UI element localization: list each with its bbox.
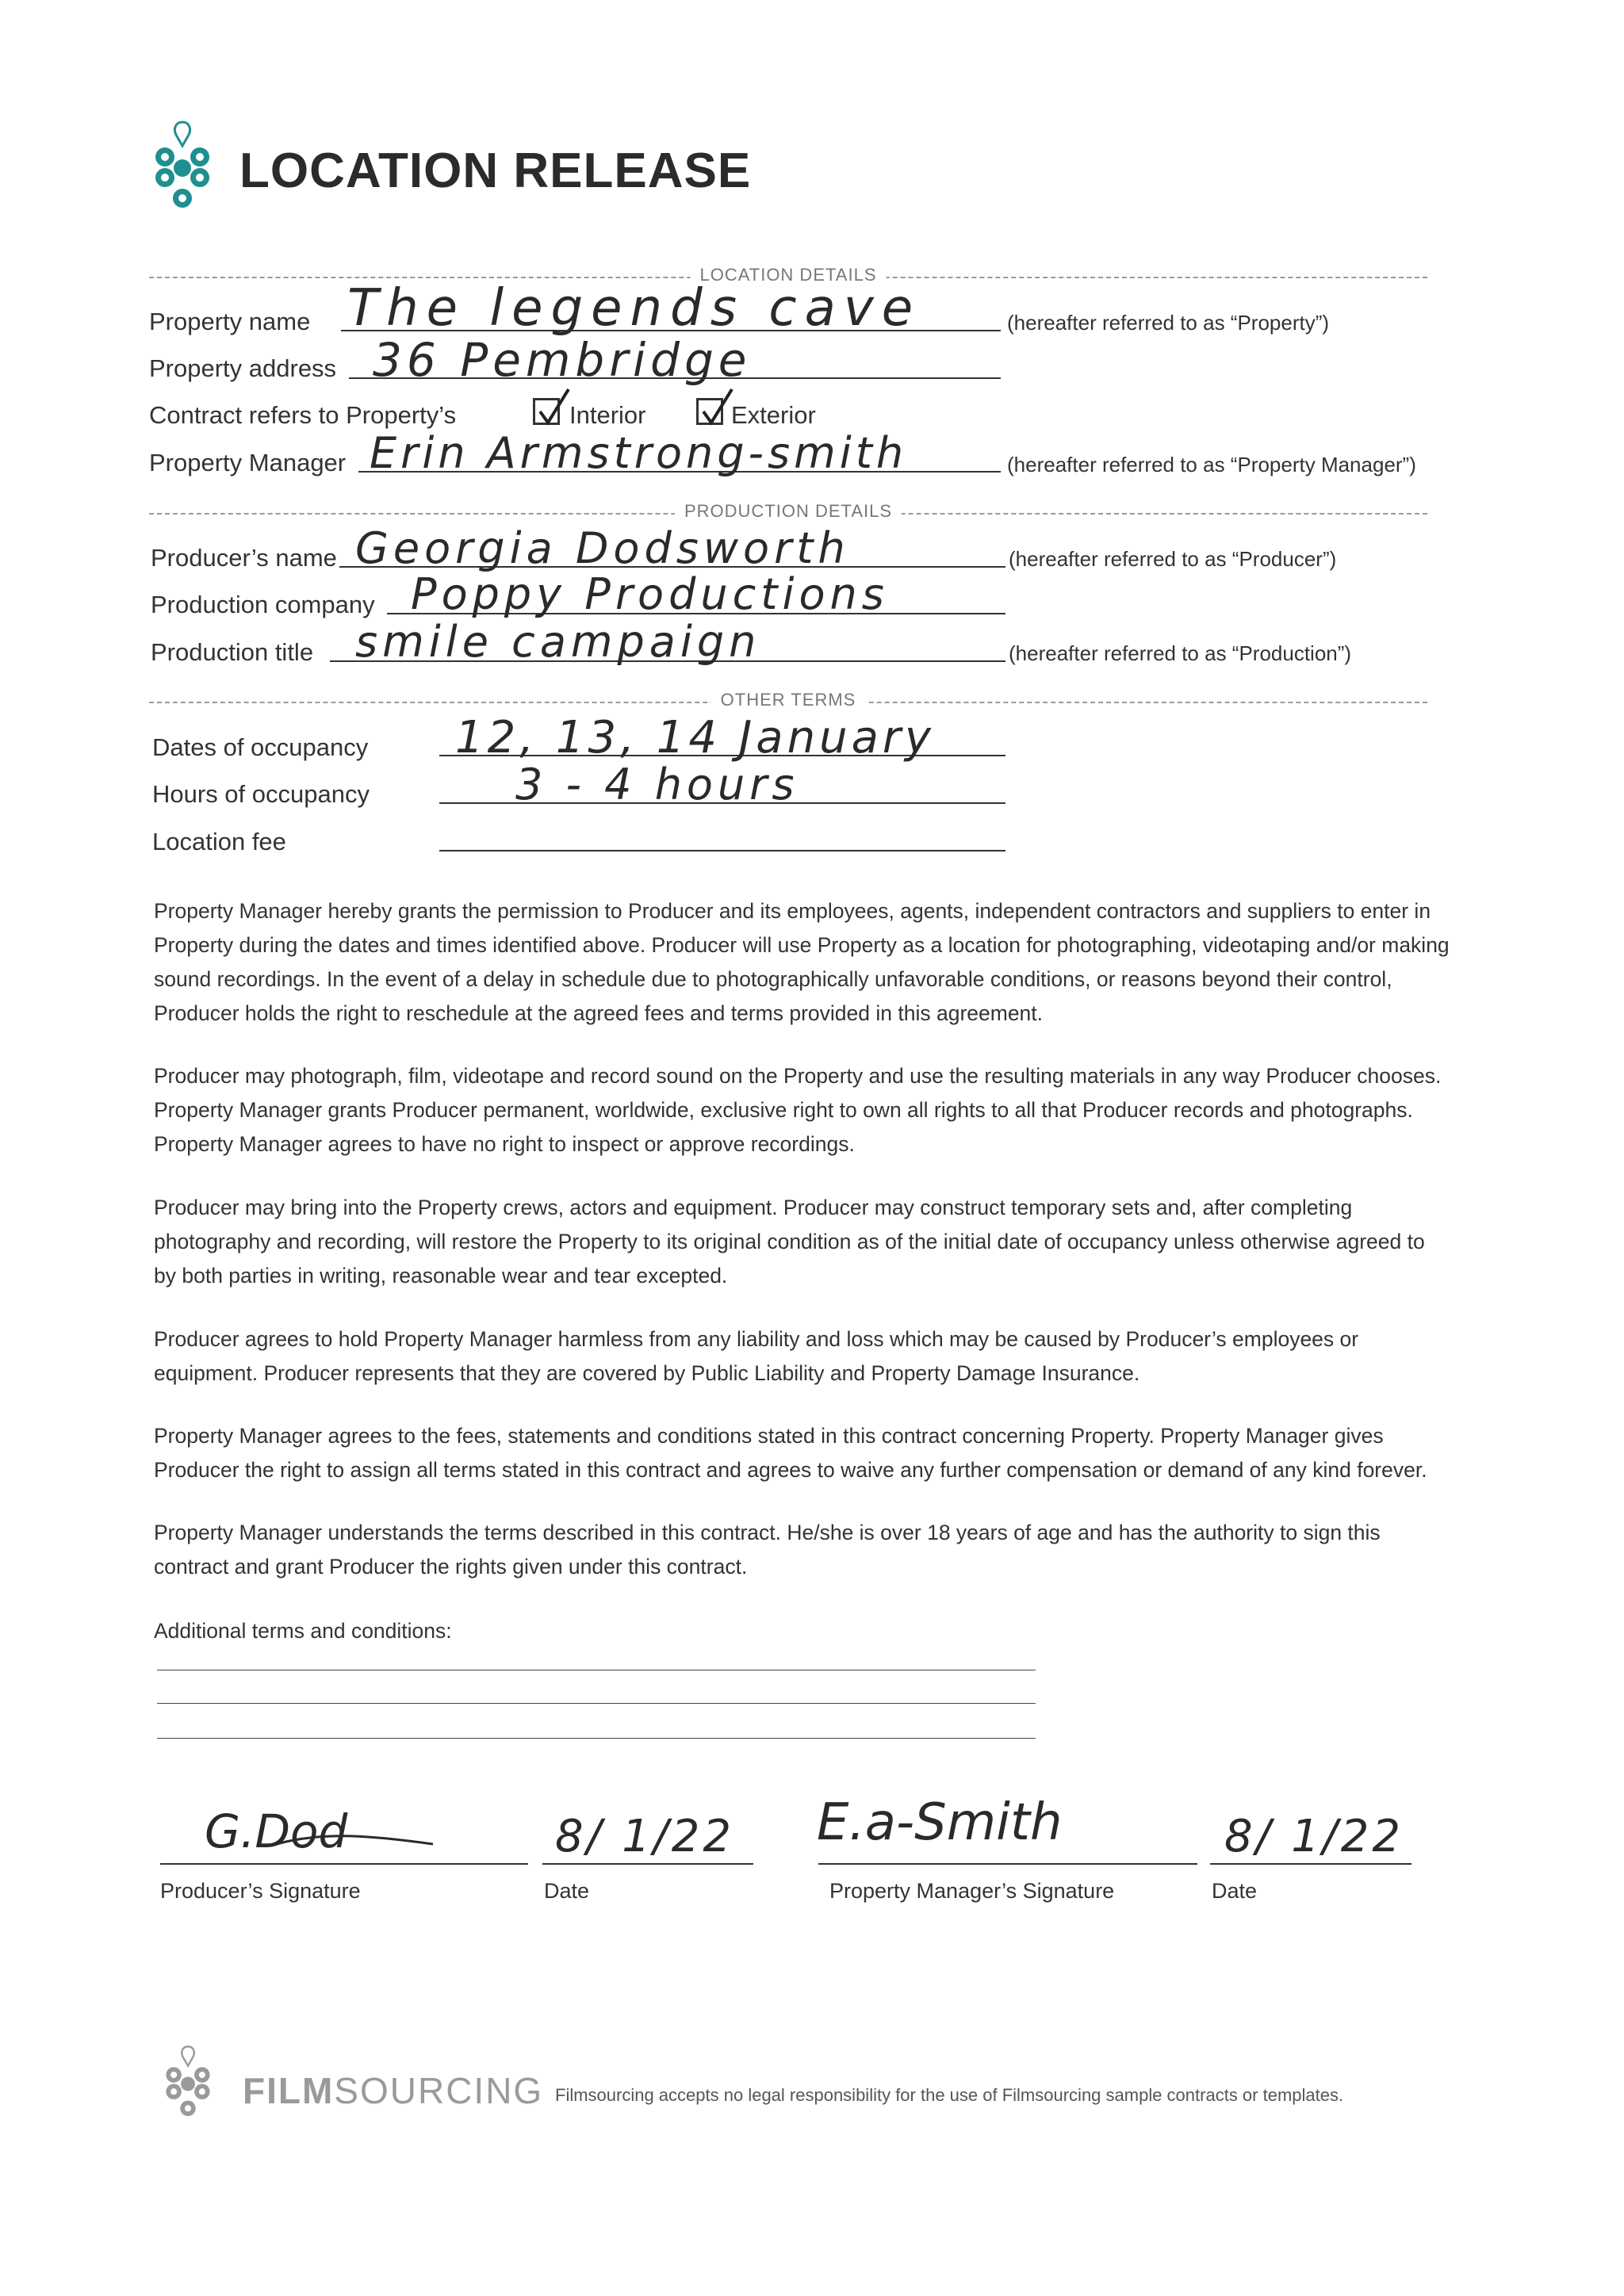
hours-occupancy-label: Hours of occupancy — [152, 780, 370, 808]
property-manager-label: Property Manager — [149, 449, 347, 476]
producer-signature-line — [160, 1863, 528, 1865]
section-label: PRODUCTION DETAILS — [675, 501, 902, 522]
signature-strike-icon — [270, 1828, 436, 1852]
terms-paragraph: Property Manager understands the terms described in this contract. He/she is over 18 years of age and has the authority to sign this contract and grant Producer the rights given under this contract. — [154, 1521, 1381, 1578]
section-label: LOCATION DETAILS — [690, 265, 886, 285]
checkmark-icon — [537, 388, 572, 427]
production-title-value: smile campaign — [355, 617, 761, 667]
producer-date-value: 8/ 1/22 — [555, 1811, 735, 1862]
section-divider-other — [149, 690, 1427, 714]
manager-signature: E.a-Smith — [817, 1793, 1063, 1852]
property-name-label: Property name — [149, 308, 311, 335]
manager-date-value: 8/ 1/22 — [1224, 1811, 1404, 1862]
property-manager-value: Erin Armstrong-smith — [370, 428, 908, 478]
brand-bold: FILM — [243, 2070, 335, 2111]
additional-terms-label: Additional terms and conditions: — [154, 1619, 452, 1643]
manager-date-line — [1210, 1863, 1411, 1865]
dates-occupancy-value: 12, 13, 14 January — [455, 712, 936, 763]
property-name-value: The legends cave — [347, 279, 921, 338]
producer-name-value: Georgia Dodsworth — [355, 523, 850, 573]
location-release-logo-icon — [144, 119, 220, 212]
producer-signature: G.Dod — [205, 1804, 348, 1858]
section-divider-production — [149, 501, 1427, 525]
hours-occupancy-value: 3 - 4 hours — [515, 760, 799, 809]
terms-paragraph: Producer may photograph, film, videotape and record sound on the Property and use the resulting materials in any way Producer chooses. Property Manager grants Producer permanent, worldwide, exclusive right to own all rights to all that Producer records and photographs. Property Manager agrees to have no right to inspect or approve recordings. — [154, 1064, 1442, 1156]
producer-date-label: Date — [544, 1879, 590, 1903]
section-label: OTHER TERMS — [711, 690, 866, 710]
producer-signature-label: Producer’s Signature — [160, 1879, 361, 1903]
filmsourcing-brand — [243, 2069, 543, 2112]
terms-paragraph: Property Manager agrees to the fees, statements and conditions stated in this contract concerning Property. Property Manager gives Producer the right to assign all terms stated in this contract and agrees to waive any further compensation or demand of any kind forever. — [154, 1424, 1427, 1482]
contract-refers-label: Contract refers to Property’s — [149, 401, 457, 429]
interior-checkbox[interactable] — [533, 398, 560, 425]
location-fee-line — [439, 850, 1005, 851]
checkmark-icon — [700, 388, 735, 427]
page-title: LOCATION RELEASE — [239, 144, 752, 198]
production-company-label: Production company — [151, 591, 375, 618]
exterior-label: Exterior — [731, 401, 816, 429]
production-note: (hereafter referred to as “Production”) — [1009, 641, 1352, 665]
brand-light: SOURCING — [334, 2070, 544, 2111]
dates-occupancy-label: Dates of occupancy — [152, 733, 369, 761]
interior-label: Interior — [569, 401, 646, 429]
footer-disclaimer: Filmsourcing accepts no legal responsibility for the use of Filmsourcing sample contracts or templates. — [555, 2085, 1344, 2105]
producer-date-line — [542, 1863, 753, 1865]
terms-paragraph: Producer may bring into the Property crews, actors and equipment. Producer may construct temporary sets and, after completing photography and recording, will restore the Property to its original condition as of the initial date of occupancy unless otherwise agreed to by both parties in writing, reasonable wear and tear excepted. — [154, 1196, 1425, 1288]
terms-paragraph: Property Manager hereby grants the permission to Producer and its employees, agents, independent contractors and suppliers to enter in Property during the dates and times identified above. Producer will use Property as a location for photographing, videotaping and/or making sound recordings. In the event of a delay in schedule due to photographically unfavorable conditions, or reasons beyond their control, Producer holds the right to reschedule at the agreed fees and terms provided in this agreement. — [154, 899, 1450, 1025]
property-address-label: Property address — [149, 354, 337, 382]
manager-signature-label: Property Manager’s Signature — [829, 1879, 1115, 1903]
additional-terms-line — [157, 1738, 1036, 1739]
location-fee-label: Location fee — [152, 828, 286, 855]
filmsourcing-logo-icon — [157, 2044, 219, 2120]
additional-terms-line — [157, 1703, 1036, 1704]
exterior-checkbox[interactable] — [696, 398, 723, 425]
property-manager-note: (hereafter referred to as “Property Manager”) — [1007, 453, 1416, 476]
production-company-value: Poppy Productions — [411, 569, 889, 619]
terms-paragraph: Producer agrees to hold Property Manager harmless from any liability and loss which may be caused by Producer’s employees or equipment. Producer represents that they are covered by Public Liability and Property Damage Insurance. — [154, 1327, 1359, 1385]
property-address-value: 36 Pembridge — [373, 333, 752, 387]
manager-signature-line — [818, 1863, 1197, 1865]
production-title-label: Production title — [151, 638, 314, 666]
manager-date-label: Date — [1212, 1879, 1258, 1903]
producer-note: (hereafter referred to as “Producer”) — [1009, 547, 1337, 571]
producer-name-label: Producer’s name — [151, 544, 337, 572]
property-note: (hereafter referred to as “Property”) — [1007, 311, 1330, 335]
